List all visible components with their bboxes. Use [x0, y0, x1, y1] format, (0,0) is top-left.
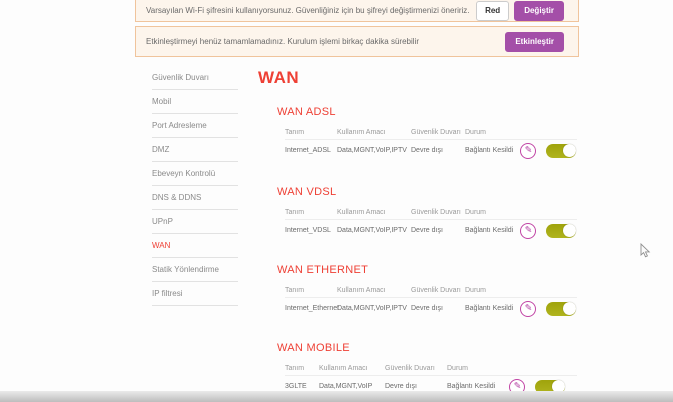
reject-button[interactable]: Red	[476, 1, 509, 21]
page-title: WAN	[258, 68, 300, 87]
wan-name: Internet_ADSL	[285, 147, 331, 154]
sidebar-item-port-mapping[interactable]: Port Adresleme	[152, 114, 238, 138]
table-header-row	[285, 361, 577, 376]
wan-status: Bağlantı Kesildi	[447, 383, 496, 390]
header-usage: Kullanım Amacı	[337, 128, 386, 136]
wan-status: Bağlantı Kesildi	[465, 147, 514, 154]
wan-ethernet-section	[277, 264, 577, 319]
wifi-banner-buttons	[476, 1, 564, 21]
sidebar-item-ip-filter[interactable]: IP filtresi	[152, 282, 238, 306]
activation-banner	[135, 26, 579, 57]
wan-mobile-title: WAN MOBILE	[277, 342, 350, 354]
sidebar-item-static-routing[interactable]: Statik Yönlendirme	[152, 258, 238, 282]
wan-adsl-toggle[interactable]	[546, 144, 576, 158]
table-row	[285, 220, 577, 241]
header-firewall: Güvenlik Duvarı	[411, 286, 461, 294]
wan-usage: Data,MGNT,VoIP,IPTV	[337, 147, 407, 154]
wan-firewall: Devre dışı	[411, 147, 443, 154]
wan-name: 3GLTE	[285, 383, 307, 390]
wan-adsl-edit-button[interactable]	[520, 143, 536, 159]
wan-firewall: Devre dışı	[385, 383, 417, 390]
sidebar-item-dns-ddns[interactable]: DNS & DDNS	[152, 186, 238, 210]
header-name: Tanım	[285, 208, 305, 216]
sidebar-item-dmz[interactable]: DMZ	[152, 138, 238, 162]
wan-vdsl-table	[277, 205, 577, 241]
wan-adsl-table	[277, 125, 577, 161]
activate-button[interactable]: Etkinleştir	[505, 32, 564, 52]
wan-mobile-section	[277, 342, 577, 397]
activation-banner-buttons	[505, 32, 564, 52]
pencil-icon: ✎	[524, 224, 533, 235]
wan-usage: Data,MGNT,VoIP	[319, 383, 373, 390]
header-status: Durum	[465, 208, 487, 216]
change-password-button[interactable]: Değiştir	[514, 1, 564, 21]
header-firewall: Güvenlik Duvarı	[385, 364, 435, 372]
wan-firewall: Devre dışı	[411, 305, 443, 312]
table-header-row	[285, 205, 577, 220]
wan-usage: Data,MGNT,VoIP,IPTV	[337, 305, 407, 312]
wan-name: Internet_Ethernet	[285, 305, 340, 312]
header-status: Durum	[465, 286, 487, 294]
wifi-password-banner-text: Varsayılan Wi-Fi şifresini kullanıyorsunuz. Güvenliğiniz için bu şifreyi değiştirmenizi öneririz.	[146, 6, 470, 15]
bottom-gradient-bar	[0, 391, 673, 402]
header-name: Tanım	[285, 364, 305, 372]
toggle-knob	[563, 224, 576, 237]
wan-status: Bağlantı Kesildi	[465, 305, 514, 312]
header-firewall: Güvenlik Duvarı	[411, 208, 461, 216]
header-status: Durum	[447, 364, 469, 372]
pencil-icon: ✎	[513, 380, 522, 391]
sidebar-item-upnp[interactable]: UPnP	[152, 210, 238, 234]
wan-name: Internet_VDSL	[285, 227, 331, 234]
wan-vdsl-section	[277, 186, 577, 241]
wan-vdsl-title: WAN VDSL	[277, 186, 337, 198]
wifi-password-banner	[135, 0, 579, 22]
wan-status: Bağlantı Kesildi	[465, 227, 514, 234]
header-name: Tanım	[285, 286, 305, 294]
wan-ethernet-toggle[interactable]	[546, 302, 576, 316]
sidebar-item-firewall[interactable]: Güvenlik Duvarı	[152, 66, 238, 90]
table-row	[285, 298, 577, 319]
wan-ethernet-edit-button[interactable]	[520, 301, 536, 317]
wan-vdsl-toggle[interactable]	[546, 224, 576, 238]
header-firewall: Güvenlik Duvarı	[411, 128, 461, 136]
sidebar-item-mobile[interactable]: Mobil	[152, 90, 238, 114]
table-header-row	[285, 125, 577, 140]
wan-ethernet-title: WAN ETHERNET	[277, 264, 369, 276]
header-usage: Kullanım Amacı	[337, 286, 386, 294]
table-header-row	[285, 283, 577, 298]
wan-vdsl-edit-button[interactable]	[520, 223, 536, 239]
wan-firewall: Devre dışı	[411, 227, 443, 234]
sidebar-nav	[152, 66, 238, 306]
wan-usage: Data,MGNT,VoIP,IPTV	[337, 227, 407, 234]
wan-adsl-section	[277, 106, 577, 161]
table-row	[285, 140, 577, 161]
header-usage: Kullanım Amacı	[319, 364, 368, 372]
mouse-cursor-icon	[640, 243, 651, 258]
pencil-icon: ✎	[524, 302, 533, 313]
pencil-icon: ✎	[524, 144, 533, 155]
wan-ethernet-table	[277, 283, 577, 319]
header-name: Tanım	[285, 128, 305, 136]
sidebar-item-parental-control[interactable]: Ebeveyn Kontrolü	[152, 162, 238, 186]
toggle-knob	[563, 144, 576, 157]
activation-banner-text: Etkinleştirmeyi henüz tamamlamadınız. Kurulum işlemi birkaç dakika sürebilir	[146, 37, 419, 46]
wan-adsl-title: WAN ADSL	[277, 106, 336, 118]
header-status: Durum	[465, 128, 487, 136]
sidebar-item-wan[interactable]: WAN	[152, 234, 238, 258]
notification-banners	[135, 0, 579, 57]
header-usage: Kullanım Amacı	[337, 208, 386, 216]
toggle-knob	[563, 302, 576, 315]
